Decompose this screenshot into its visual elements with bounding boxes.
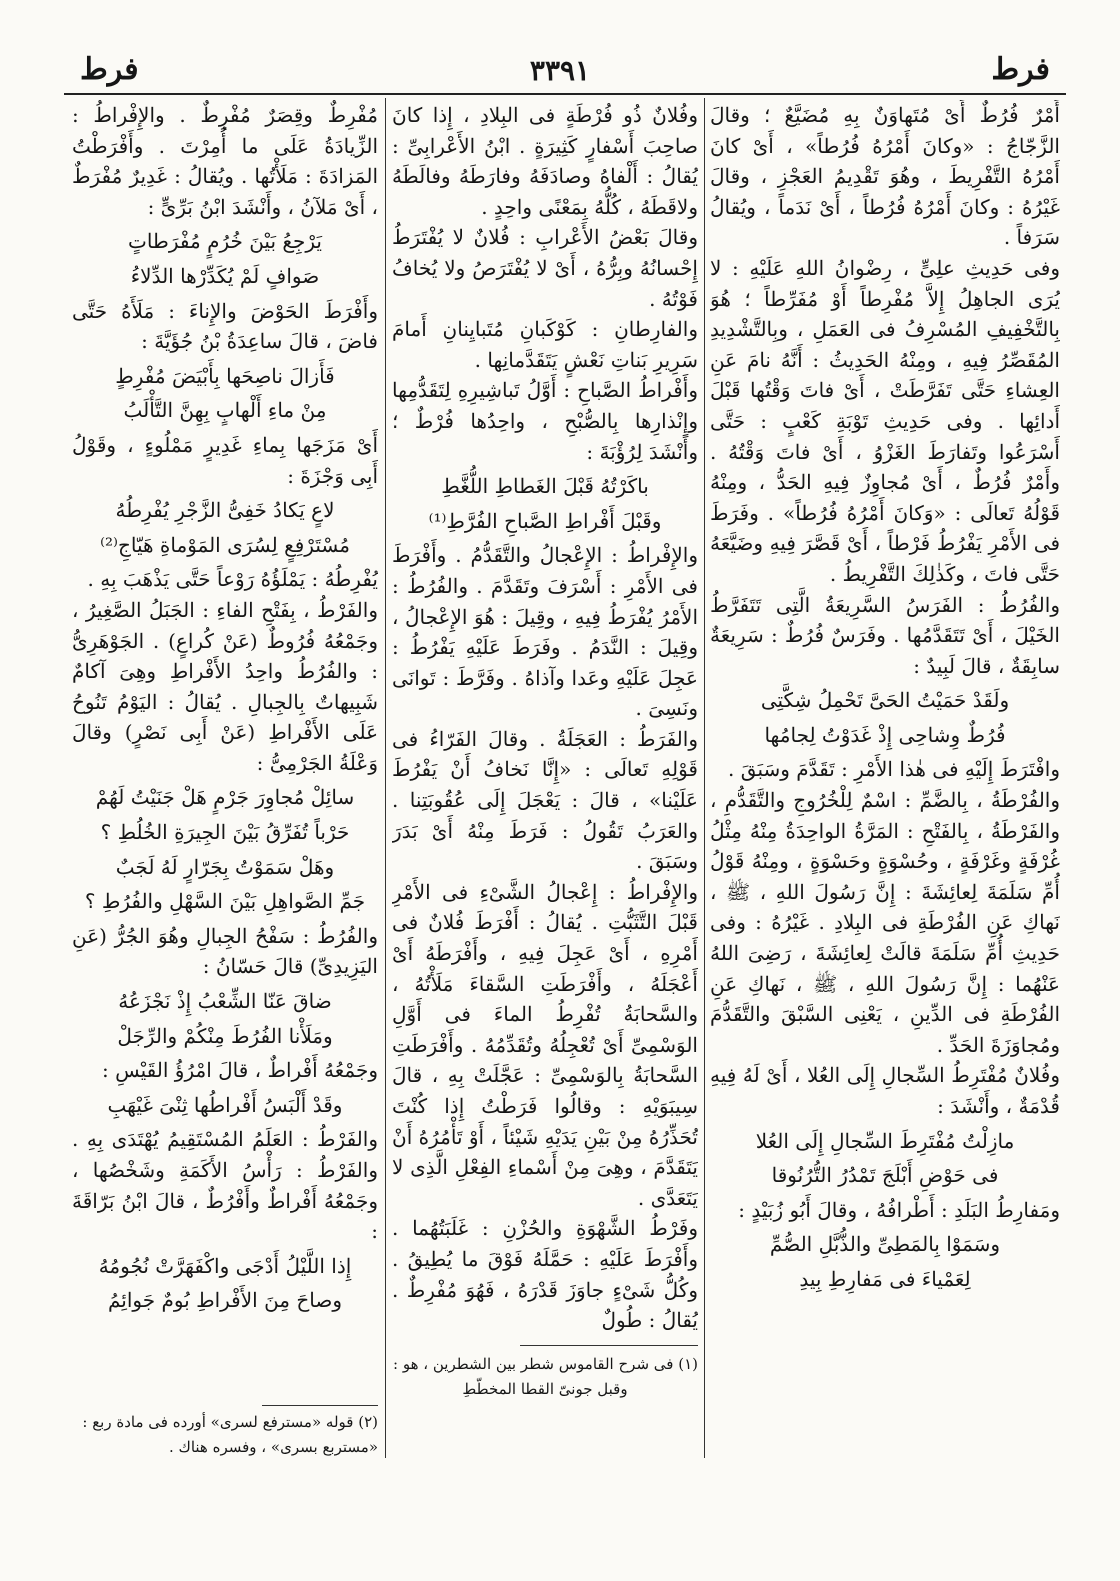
entry-paragraph: والإِفْراطُ : الإِعْجالُ والتَّقَدُّمُ . وأَفْرَطَ فى الأَمْرِ : أَسْرَفَ وتَقَدَّمَ . والفُرُطُ : الأَمْرُ يُفْرَطُ فِيهِ ، وقِيلَ : هُوَ الإِعْجالُ ، وقِيلَ : النَّدَمُ . وفَرَطَ عَلَيْهِ يَفْرُطُ : عَجِلَ عَلَيْهِ وعَدا وآذاهُ . وفَرَّطَ : تَوانَى ونَسِىَ . — [392, 543, 698, 721]
footnote-text: (٢) قوله «مسترفع لسرى» أورده فى مادة ربع : «مستربع بسرى» ، وفسره هناك . — [82, 1413, 378, 1456]
footnote-text: (١) فى شرح القاموس شطر بين الشطرين ، هو : — [393, 1355, 698, 1373]
verse-line: وقَدْ أَلْبَسُ أَفْراطُها ثِنْىَ غَيْهَبِ — [107, 1092, 343, 1117]
verse-line: وصاحَ مِنَ الأَفْراطِ بُومٌ جَوائِمُ — [107, 1288, 343, 1313]
entry-paragraph: وجَمْعُهُ أَفْراطٌ ، قالَ امْرُؤُ القَيْسِ : — [102, 1058, 378, 1083]
footnote-left — [72, 1410, 378, 1460]
verse-line: باكَرْتُهُ قَبْلَ الغَطاطِ اللُّغَّطِ — [441, 474, 649, 499]
entry-paragraph: وقالَ بَعْضُ الأَعْرابِ : فُلانٌ لا يُفْتَرَطُ إِحْسانُهُ وبِرُّهُ ، أَىْ لا يُفْتَرَصُ ولا يُخافُ فَوْتُهُ . — [392, 225, 698, 311]
verse-line: ضاقَ عَنّا الشِّعْبُ إِذْ نَجْزَعُهُ — [118, 989, 332, 1014]
entry-paragraph: والفَرَطُ : العَجَلَةُ . وقالَ الفَرّاءُ فى قَوْلِهِ تَعالَى : «إِنَّا نَخافُ أَنْ يَفْرُطَ عَلَيْنا» ، قالَ : يَعْجَلَ إِلَى عُقُوبَتِنا . والعَرَبُ تَقُولُ : فَرَطَ مِنْهُ أَىْ بَدَرَ وسَبَقَ . — [392, 726, 698, 874]
entry-paragraph: وفُلانٌ مُفْتَرِطُ السِّجالِ إِلَى العُلا ، أَىْ لَهُ فِيهِ قُدْمَةٌ ، وأَنْشَدَ : — [710, 1063, 1060, 1118]
entry-paragraph: والفَرْطُ : العَلَمُ المُسْتَقِيمُ يُهْتَدَى بِهِ . والفَرْطُ : رَأْسُ الأَكَمَةِ وشَخْصُها ، وجَمْعُهُ أَفْراطٌ وأَفْرُطٌ ، قالَ ابْنُ بَرّاقَةَ : — [72, 1127, 378, 1244]
column-divider-right — [704, 98, 705, 1458]
verse-line: لاعٍ يَكادُ خَفِىُّ الزَّجْرِ يُفْرِطُهُ — [115, 498, 335, 523]
verse-line: مِنْ ماءِ أَلْهابٍ بِهِنَّ التَّأْلَبُ — [123, 398, 327, 423]
verse-line: ومَلَأْنا الفُرُطَ مِنْكُمْ والرِّجَلْ — [117, 1023, 333, 1048]
entry-paragraph: مُفْرِطٌ وقِصَرٌ مُفْرِطٌ . والإِفْراطُ : الزِّيادَةُ عَلَى ما أُمِرْتَ . وأَفْرَطْتُ المَزادَةَ : مَلَأْتُها . ويُقالُ : غَدِيرٌ مُفْرَطٌ ، أَىْ مَلآنُ ، وأَنْشَدَ ابْنُ بَرِّىٍّ : — [72, 103, 378, 219]
footnote-rule-middle — [520, 1345, 698, 1346]
entry-paragraph: والفُرُطُ : سَفْحُ الجِبالِ وهُوَ الجُرُّ (عَنِ اليَزِيدِىِّ) قالَ حَسّانُ : — [72, 923, 378, 979]
verse-line: إِذا اللَّيْلُ أَدْجَى واكْفَهَرَّتْ نُجُومُهُ — [98, 1253, 352, 1278]
verse-line: لِعَمْياءَ فى مَفارِطِ بِيدِ — [799, 1266, 971, 1291]
footnote-middle — [392, 1352, 698, 1402]
verse-line: فُرُطٌ وِشاحِى إِذْ غَدَوْتُ لِجامُها — [764, 722, 1006, 747]
verse-line: فى حَوْضِ أَبْلَجَ تَمْدُرُ التُّرُنُوقا — [771, 1163, 999, 1188]
entry-paragraph: والإِفْراطُ : إِعْجالُ الشَّىْءِ فى الأَمْرِ قَبْلَ التَّثَبُّتِ . يُقالُ : أَفْرَطَ فُلانٌ فى أَمْرِهِ ، أَىْ عَجِلَ فِيهِ ، وأَفْرَطَهُ أَىْ أَعْجَلَهُ ، وأَفْرَطَتِ السَّقاءَ مَلَأْتُهُ ، والسَّحابَةُ تُفْرِطُ الماءَ فى أَوَّلِ الوَسْمِىِّ أَىْ تُعْجِلُهُ وتُقَدِّمُهُ . وأَفْرَطَتِ السَّحابَةُ بِالوَسْمِىِّ : عَجَّلَتْ بِهِ ، قالَ سِيبَوَيْهِ : وقالُوا فَرَطْتُ إِذا كُنْتَ تُحَذِّرُهُ مِنْ بَيْنِ يَدَيْهِ شَيْئاً ، أَوْ تَأْمُرُهُ أَنْ يَتَقَدَّمَ ، وهِىَ مِنْ أَسْماءِ الفِعْلِ الَّذِى لا يَتَعَدَّى . — [392, 879, 698, 1210]
column-divider-left — [385, 98, 386, 1458]
running-head-right: فرط — [991, 52, 1050, 87]
entry-paragraph: والفُرُطُ : الفَرَسُ السَّرِيعَةُ الَّتِى تَتَفَرَّطُ الخَيْلَ ، أَىْ تَتَقَدَّمُها . وفَرَسٌ فُرُطٌ : سَرِيعَةٌ سابِقَةٌ ، قالَ لَبِيدٌ : — [710, 592, 1060, 678]
verse-line: جَمِّ الصَّواهِلِ بَيْنَ السَّهْلِ والفُرُطِ ؟ — [84, 889, 366, 914]
entry-paragraph: وافْتَرَطَ إِلَيْهِ فى هٰذا الأَمْرِ : تَقَدَّمَ وسَبَقَ . — [728, 757, 1060, 782]
running-head-left: فرط — [80, 52, 139, 87]
entry-paragraph: وفَرْطُ الشَّهْوَةِ والحُزْنِ : غَلَبَتُهُما . وأَفْرَطَ عَلَيْهِ : حَمَّلَهُ فَوْقَ ما يُطِيقُ . وكُلُّ شَىْءٍ جاوَزَ قَدْرَهُ ، فَهُوَ مُفْرِطٌ . يُقالُ : طُولٌ — [392, 1216, 698, 1333]
verse-line: وهَلْ سَمَوْتُ بِجَرّارٍ لَهُ لَجَبٌ — [115, 854, 335, 879]
entry-paragraph: والفارِطانِ : كَوْكَبانِ مُتَبايِنانِ أَمامَ سَرِيرِ بَناتِ نَعْشٍ يَتَقَدَّمانِها . — [392, 317, 698, 372]
entry-paragraph: والفُرْطَةُ ، بِالضَّمِّ : اسْمٌ لِلْخُرُوجِ والتَّقَدُّمِ ، والفَرْطَةُ ، بِالفَتْحِ : المَرَّةُ الواحِدَةُ مِنْهُ مِثْلُ غُرْفَةٍ وغَرْفَةٍ ، وحُسْوَةٍ وحَسْوَةٍ ، ومِنْهُ قَوْلُ أُمِّ سَلَمَةَ لِعائِشَةَ : إِنَّ رَسُولَ اللهِ ، ﷺ ، نَهاكِ عَنِ الفُرْطَةِ فى البِلادِ . غَيْرُهُ : وفى حَدِيثِ أُمِّ سَلَمَةَ قالَتْ لِعائِشَةَ ، رَضِىَ اللهُ عَنْهُما : إِنَّ رَسُولَ اللهِ ، ﷺ ، نَهاكِ عَنِ الفُرْطَةِ فى الدِّينِ ، يَعْنِى السَّبْقَ والتَّقَدُّمَ ومُجاوَزَةَ الحَدِّ . — [710, 788, 1060, 1057]
verse-line: صَوافٍ لَمْ يُكَدِّرْها الدِّلاءُ — [130, 263, 320, 288]
verse-line: وسَمَوْا بِالمَطِىِّ والذُّبَّلِ الصُّمِّ — [769, 1232, 1001, 1257]
page-number: ٣٣٩١ — [529, 54, 591, 87]
verse-line: سائِلْ مُجاوِرَ جَرْمٍ هَلْ جَنَيْتُ لَهُمْ — [95, 785, 355, 810]
footnote-rule-left — [262, 1405, 378, 1406]
entry-paragraph: ومَفارِطُ البَلَدِ : أَطْرافُهُ ، وقالَ أَبُو زُبَيْدٍ : — [738, 1197, 1060, 1222]
column-left — [72, 100, 378, 1430]
entry-paragraph: وفى حَدِيثِ علِىٍّ ، رِضْوانُ اللهِ عَلَيْهِ : لا يُرَى الجاهِلُ إِلاَّ مُفْرِطاً أَوْ مُفَرِّطاً ؛ هُوَ بِالتَّخْفِيفِ المُسْرِفُ فى العَمَلِ ، وبِالتَّشْدِيدِ المُقَصِّرُ فِيهِ ، ومِنْهُ الحَدِيثُ : أَنَّهُ نامَ عَنِ العِشاءِ حَتَّى تَفَرَّطَتْ ، أَىْ فاتَ وَقْتُها قَبْلَ أَدائِها . وفى حَدِيثِ تَوْبَةِ كَعْبٍ : حَتَّى أَسْرَعُوا وتَفارَطَ الغَزْوُ ، أَىْ فاتَ وَقْتُهُ . وأَمْرٌ فُرُطٌ ، أَىْ مُجاوِزٌ فِيهِ الحَدُّ ، ومِنْهُ قَوْلُهُ تَعالَى : «وَكانَ أَمْرُهُ فُرُطاً» . وفَرَطَ فى الأَمْرِ يَفْرُطُ فَرْطاً ، أَىْ قَصَّرَ فِيهِ وضَيَّعَهُ حَتَّى فاتَ ، وكَذٰلِكَ التَّفْرِيطُ . — [710, 255, 1060, 586]
entry-paragraph: يُفْرِطُهُ : يَمْلَؤُهُ رَوْعاً حَتَّى يَذْهَبَ بِهِ . — [87, 567, 378, 592]
verse-line: مازِلْتُ مُفْتَرِطَ السِّجالِ إِلَى العُلا — [755, 1128, 1015, 1153]
column-right — [710, 100, 1060, 1430]
verse-line: مُسْتَرْفِعٍ لِسُرَى المَوْماةِ هَيّاجِ⁽²⁾ — [100, 532, 350, 557]
footnote-verse: وقبل جونىّ القطا المخطّطِ — [462, 1380, 628, 1398]
verse-line: يَرْجِعُ بَيْنَ خُرُمٍ مُفْرَطاتٍ — [128, 229, 322, 254]
entry-paragraph: والفَرْطُ ، بِفَتْحِ الفاءِ : الجَبَلُ الصَّغِيرُ ، وجَمْعُهُ فُرُوطٌ (عَنْ كُراعٍ) . الجَوْهَرِىُّ : والفُرُطُ واحِدُ الأَفْراطِ وهِىَ آكامٌ شَبِيهاتٌ بِالجِبالِ . يُقالُ : اليَوْمُ تَنُوحُ عَلَى الأَفْراطِ (عَنْ أَبِى نَصْرٍ) وقالَ وَعْلَةُ الجَرْمِىُّ : — [72, 597, 378, 775]
column-middle — [392, 100, 698, 1430]
header-rule — [64, 93, 1066, 95]
entry-paragraph: وفُلانٌ ذُو فُرْطَةٍ فى البِلادِ ، إِذا كانَ صاحِبَ أَسْفارٍ كَثِيرَةٍ . ابْنُ الأَعْرابِىِّ : يُقالُ : أَلْفاهُ وصادَفَهُ وفارَطَهُ وفالَطَهُ ولاقَطَهُ ، كُلُّهُ بِمَعْنًى واحِدٍ . — [392, 103, 698, 219]
entry-paragraph: أَىْ مَزَجَها بِماءِ غَدِيرٍ مَمْلُوءٍ ، وقَوْلُ أَبِى وَجْزَةَ : — [72, 432, 378, 488]
entry-paragraph: وأَفْراطُ الصَّباحِ : أَوَّلُ تَباشِيرِهِ لِتَقَدُّمِها وإِنْذارِها بِالصُّبْحِ ، واحِدُها فُرْطٌ ؛ وأَنْشَدَ لِرُؤْبَةَ : — [392, 378, 698, 464]
verse-line: ولَقَدْ حَمَيْتُ الحَىَّ تَحْمِلُ شِكَّتِى — [760, 688, 1010, 713]
verse-line: فَأَزالَ ناصِحَها بِأَبْيَضَ مُفْرِطٍ — [115, 363, 335, 388]
verse-line: حَرْباً تُفَرِّقُ بَيْنَ الجِيرَةِ الخُلُطِ ؟ — [100, 820, 350, 845]
entry-paragraph: وأَفْرَطَ الحَوْضَ والإِناءَ : مَلَأَهُ حَتَّى فاضَ ، قالَ ساعِدَةُ بْنُ جُؤَيَّةَ : — [72, 298, 378, 354]
entry-paragraph: أَمْرٌ فُرُطٌ أَىْ مُتَهاوَنٌ بِهِ مُضَيَّعٌ ؛ وقالَ الزَّجّاجُ : «وكانَ أَمْرُهُ فُرُطاً» ، أَىْ كانَ أَمْرُهُ التَّفْرِيطَ ، وهُوَ تَقْدِيمُ العَجْزِ ، وقالَ غَيْرُهُ : وكانَ أَمْرُهُ فُرُطاً ، أَىْ نَدَماً ، ويُقالُ سَرَفاً . — [710, 103, 1060, 250]
verse-line: وقَبْلَ أَفْراطِ الصَّباحِ الفُرَّطِ⁽¹⁾ — [428, 508, 662, 533]
